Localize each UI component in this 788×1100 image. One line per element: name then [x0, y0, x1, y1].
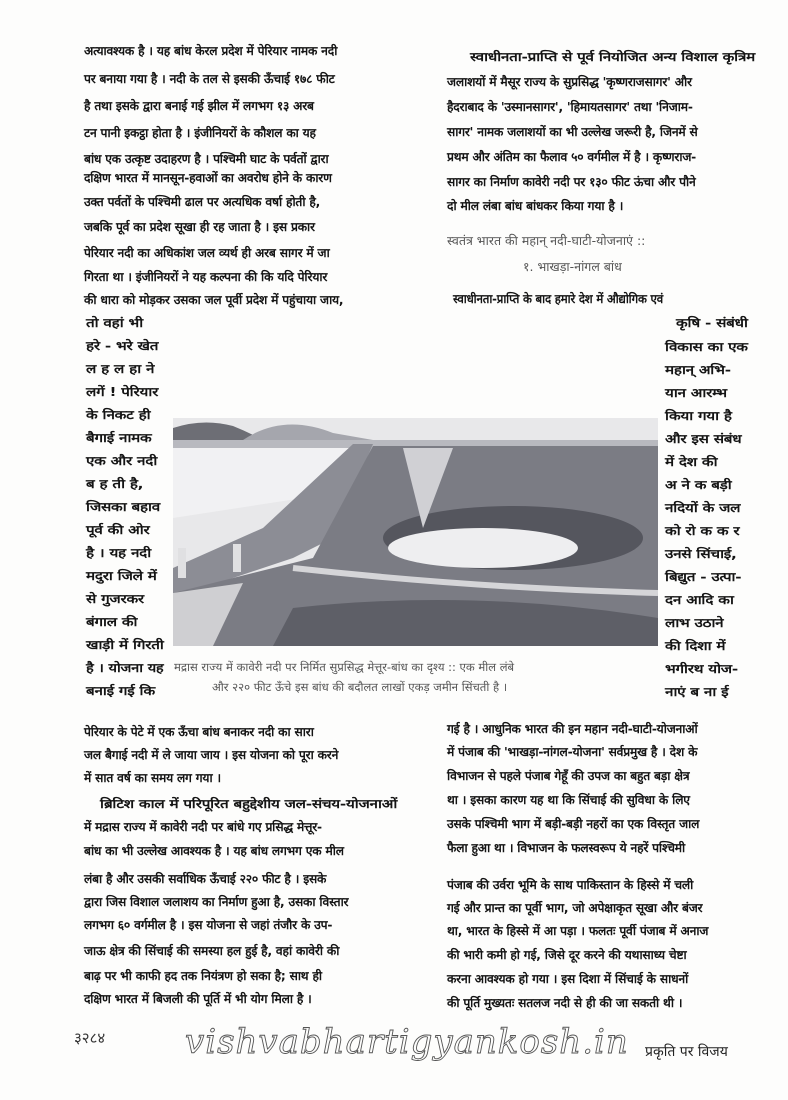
text-line: प्रथम और अंतिम का फैलाव ५० वर्गमील में है । कृष्णराज-	[447, 150, 697, 164]
running-title: प्रकृति पर विजय	[645, 1044, 728, 1060]
watermark: vishvabhartigyankosh.in	[185, 1022, 629, 1062]
text-line: पंजाब की उर्वरा भूमि के साथ पाकिस्तान के हिस्से में चली	[447, 878, 694, 892]
text-line: बांध एक उत्कृष्ट उदाहरण है । पश्चिमी घाट के पर्वतों द्वारा	[84, 152, 329, 166]
text-line: स्वाधीनता-प्राप्ति के बाद हमारे देश में औद्योगिक एवं	[453, 292, 663, 306]
text-line: गई और प्रान्त का पूर्वी भाग, जो अपेक्षाकृत सूखा और बंजर	[447, 901, 703, 915]
text-line: जिसका बहाव	[86, 500, 160, 514]
text-line: नदियों के जल	[665, 501, 741, 515]
text-line: ब्रिटिश काल में परिपूरित बहुद्देशीय जल-संचय-योजनाओं	[100, 797, 398, 811]
section-heading: स्वतंत्र भारत की महान् नदी-घाटी-योजनाएं ::	[447, 233, 646, 248]
text-line: दन आदि का	[665, 593, 734, 607]
text-line: करना आवश्यक हो गया । इस दिशा में सिंचाई के साधनों	[447, 972, 689, 986]
text-line: लंबा है और उसकी सर्वाधिक ऊँचाई २२० फीट है । इसके	[84, 872, 327, 886]
text-line: की भारी कमी हो गई, जिसे दूर करने की यथासाध्य चेष्टा	[447, 948, 687, 962]
text-line: मदुरा जिले में	[86, 569, 157, 583]
text-line: जलाशयों में मैसूर राज्य के सुप्रसिद्ध 'कृष्णराजसागर' और	[447, 75, 692, 89]
text-line: बिद्युत - उत्पा-	[665, 570, 742, 584]
text-line: ल ह ल हा ने	[86, 362, 155, 376]
text-line: विकास का एक	[665, 340, 748, 354]
text-line: विभाजन से पहले पंजाब गेहूँ की उपज का बहुत बड़ा क्षेत्र	[447, 769, 690, 783]
text-line: अ ने क बड़ी	[665, 478, 732, 492]
text-line: सागर का निर्माण कावेरी नदी पर १३० फीट ऊंचा और पौने	[447, 175, 696, 189]
text-line: पूर्व की ओर	[86, 523, 150, 537]
text-line: लगें ! पेरियार	[86, 385, 159, 399]
text-line: किया गया है	[665, 409, 732, 423]
text-line: लगभग ६० वर्गमील है । इस योजना से जहां तंजौर के उप-	[84, 918, 333, 932]
text-line: को रो क क र	[665, 524, 740, 538]
text-line: से गुजरकर	[86, 592, 144, 606]
text-line: उक्त पर्वतों के पश्चिमी ढाल पर अत्यधिक वर्षा होती है,	[84, 195, 321, 209]
text-line: तो वहां भी	[86, 316, 143, 330]
text-line: एक और नदी	[86, 454, 158, 468]
photo-caption-line1: मद्रास राज्य में कावेरी नदी पर निर्मित सुप्रसिद्ध मेत्तूर-बांध का दृश्य :: एक मील लंबे	[174, 660, 515, 674]
text-line: उनसे सिंचाई,	[665, 547, 737, 561]
text-line: की दिशा में	[665, 639, 726, 653]
subsection-heading: १. भाखड़ा-नांगल बांध	[523, 259, 622, 274]
text-line: हैदराबाद के 'उस्मानसागर', 'हिमायतसागर' तथा 'निजाम-	[447, 100, 693, 114]
page-number: ३२८४	[74, 1029, 106, 1047]
text-line: बांध का भी उल्लेख आवश्यक है । यह बांध लगभग एक मील	[84, 844, 344, 858]
text-line: भगीरथ योज-	[665, 662, 738, 676]
text-line: लाभ उठाने	[665, 616, 724, 630]
text-line: दो मील लंबा बांध बांधकर किया गया है ।	[447, 199, 624, 213]
text-line: अत्यावश्यक है । यह बांध केरल प्रदेश में पेरियार नामक नदी	[84, 44, 338, 58]
text-line: गई है । आधुनिक भारत की इन महान नदी-घाटी-योजनाओं	[447, 722, 698, 736]
photo-caption-line2: और २२० फीट ऊँचे इस बांध की बदौलत लाखों एकड़ जमीन सिंचती है ।	[212, 680, 508, 694]
text-line: फैला हुआ था । विभाजन के फलस्वरूप ये नहरें पश्चिमी	[447, 841, 686, 855]
text-line: नाएं ब ना ई	[665, 685, 729, 699]
text-line: बनाई गई कि	[86, 684, 155, 698]
text-line: था, भारत के हिस्से में आ पड़ा । फलतः पूर्वी पंजाब में अनाज	[447, 924, 709, 938]
text-line: खाड़ी में गिरती	[86, 638, 164, 652]
text-line: में सात वर्ष का समय लग गया ।	[84, 771, 221, 785]
text-line: है तथा इसके द्वारा बनाई गई झील में लगभग १३ अरब	[84, 99, 314, 113]
text-line: उसके पश्चिमी भाग में बड़ी-बड़ी नहरों का एक विस्तृत जाल	[447, 817, 700, 831]
text-line: की पूर्ति मुख्यतः सतलज नदी से ही की जा सकती थी ।	[447, 996, 683, 1010]
text-line: है । यह नदी	[86, 546, 151, 560]
text-line: बैगाई नामक	[86, 431, 152, 445]
text-line: यान आरम्भ	[665, 386, 727, 400]
text-line: है । योजना यह	[86, 661, 164, 675]
text-line: जल बैगाई नदी में ले जाया जाय । इस योजना को पूरा करने	[84, 748, 339, 762]
text-line: था । इसका कारण यह था कि सिंचाई की सुविधा के लिए	[447, 793, 690, 807]
text-line: द्वारा जिस विशाल जलाशय का निर्माण हुआ है, उसका विस्तार	[84, 895, 349, 909]
text-line: ब ह ती है,	[86, 477, 144, 491]
text-line: गिरता था । इंजीनियरों ने यह कल्पना की कि यदि पेरियार	[84, 270, 328, 284]
text-line: कृषि - संबंधी	[676, 316, 748, 330]
text-line: में मद्रास राज्य में कावेरी नदी पर बांधे गए प्रसिद्ध मेत्तूर-	[84, 820, 322, 834]
text-line: पेरियार के पेटे में एक ऊँचा बांध बनाकर नदी का सारा	[84, 725, 314, 739]
text-line: सागर' नामक जलाशयों का भी उल्लेख जरूरी है, जिनमें से	[447, 125, 698, 139]
text-line: के निकट ही	[86, 408, 151, 422]
text-line: दक्षिण भारत में मानसून-हवाओं का अवरोध होने के कारण	[84, 171, 332, 185]
text-line: महान् अभि-	[665, 363, 731, 377]
text-line: में देश की	[665, 455, 718, 469]
text-line: पेरियार नदी का अधिकांश जल व्यर्थ ही अरब सागर में जा	[84, 246, 330, 260]
text-line: जाऊ क्षेत्र की सिंचाई की समस्या हल हुई है, वहां कावेरी की	[84, 944, 340, 958]
text-line: पर बनाया गया है । नदी के तल से इसकी ऊँचाई १७८ फीट	[84, 72, 335, 86]
text-line: टन पानी इकट्ठा होता है । इंजीनियरों के कौशल का यह	[84, 126, 316, 140]
dam-illustration	[173, 418, 658, 646]
dam-photo	[173, 418, 658, 646]
text-line: स्वाधीनता-प्राप्ति से पूर्व नियोजित अन्य विशाल कृत्रिम	[470, 50, 756, 64]
text-line: बंगाल की	[86, 615, 138, 629]
text-line: में पंजाब की 'भाखड़ा-नांगल-योजना' सर्वप्रमुख है । देश के	[447, 745, 698, 759]
text-line: दक्षिण भारत में बिजली की पूर्ति में भी योग मिला है ।	[84, 992, 312, 1006]
text-line: की धारा को मोड़कर उसका जल पूर्वी प्रदेश में पहुंचाया जाय,	[84, 293, 344, 307]
text-line: बाढ़ पर भी काफी हद तक नियंत्रण हो सका है; साथ ही	[84, 969, 322, 983]
text-line: और इस संबंध	[665, 432, 742, 446]
text-line: हरे - भरे खेत	[86, 339, 159, 353]
text-line: जबकि पूर्व का प्रदेश सूखा ही रह जाता है । इस प्रकार	[84, 220, 315, 234]
